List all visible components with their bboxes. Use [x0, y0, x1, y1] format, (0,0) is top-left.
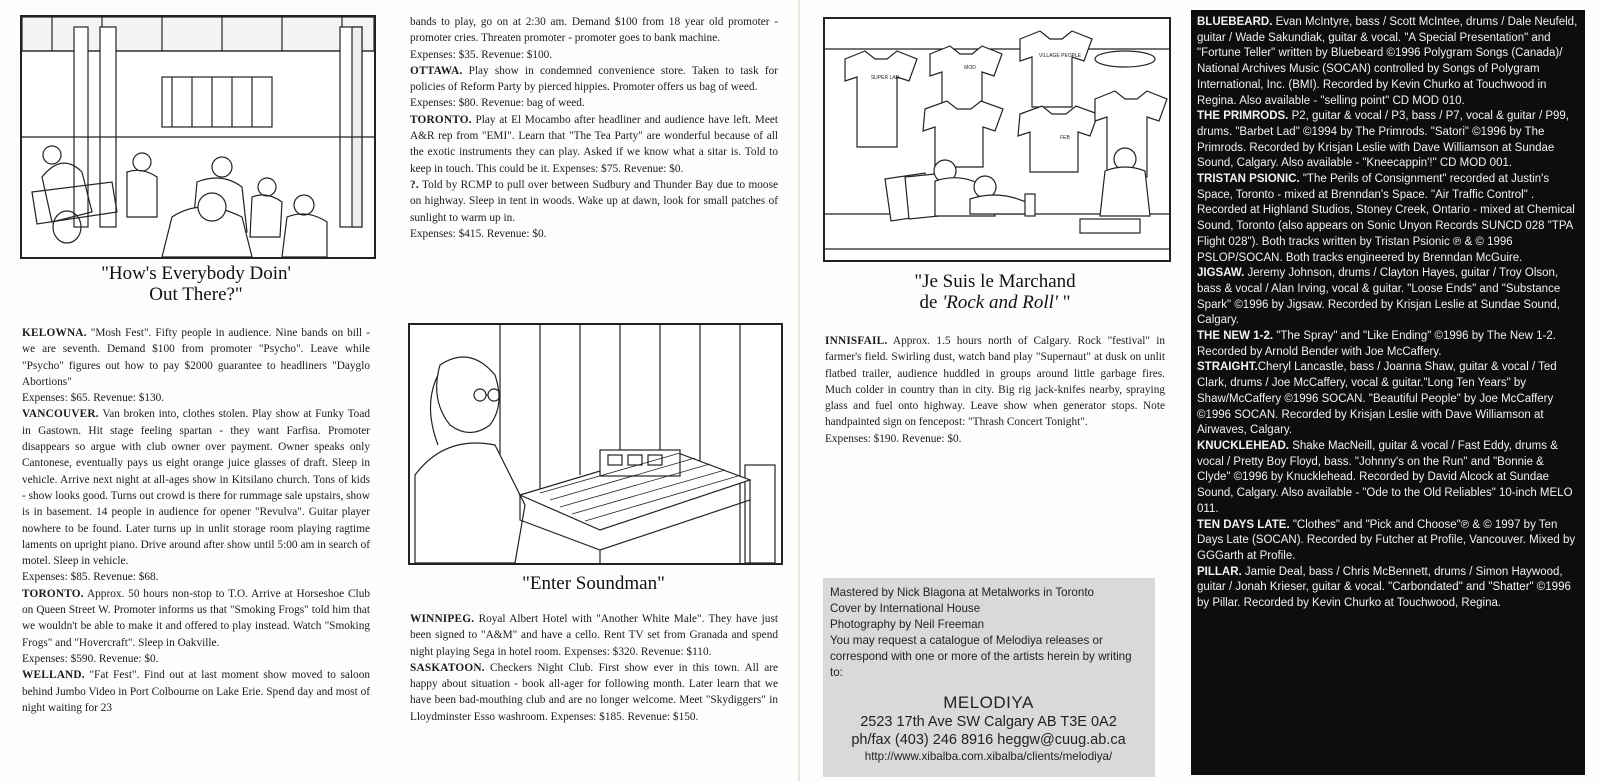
- entry-heading: THE NEW 1-2.: [1197, 330, 1274, 343]
- shirt-2-print: MOD: [964, 65, 976, 71]
- label-address: 2523 17th Ave SW Calgary AB T3E 0A2: [860, 714, 1117, 730]
- caption-3-line-1: "Je Suis le Marchand: [914, 271, 1076, 292]
- diary-entry: [1197, 266, 1579, 329]
- entry-text: Jeremy Johnson, drums / Clayton Hayes, guitar / Troy Olson, bass & vocal / Alan Irving, vocal & guitar. "Loose Ends" and "Substance Spark" ©1996 by Jigsaw. Recorded by Krisjan Leslie at Sundae Sound, Calgary.: [1197, 267, 1561, 327]
- entry-heading: PILLAR.: [1197, 565, 1242, 578]
- entry-heading: WINNIPEG.: [410, 613, 475, 625]
- entry-heading: JIGSAW.: [1197, 267, 1245, 280]
- caption-1-line-2: Out There?": [149, 284, 243, 305]
- entry-text: Van broken into, clothes stolen. Play show at Funky Toad in Gastown. Hit stage feeling spartan - they want Farfisa. Promoter disappears so argue with club owner over payment. Owner speaks only Cantonese, eventually pays us eight orange juice glasses of draft. Sleep in vehicle. Arrive next night at all-ages show in Kitsilano church. Tons of kids - show looks good. Turns out crowd is there for rummage sale upstairs, show is in basement. 14 people in audience for opener "Revulva". Guitar player nowhere to be found. Later turns up in unlit storage room playing ragtime laments on upright piano. Drive around after show until 5:00 am in search of motel. Sleep in vehicle.: [22, 408, 370, 568]
- entry-text: "The Spray" and "Like Ending" ©1996 by The New 1-2. Recorded by Arnold Bender with Joe McCaffery.: [1197, 330, 1556, 358]
- diary-entry: [410, 63, 778, 112]
- diary-entry: [1197, 565, 1579, 612]
- entry-text: Approx. 50 hours non-stop to T.O. Arrive at Horseshoe Club on Queen Street W. Promoter informs us that "Smoking Frogs" told him that we wouldn't be able to make it and offered to play instead. Watch "Smoking Frogs" and "Hovercraft". Sleep in Oakville.: [22, 587, 370, 649]
- shirt-1-print: SUPER LAD: [870, 75, 900, 81]
- diary-entry: [1197, 360, 1579, 439]
- entry-heading: THE PRIMRODS.: [1197, 110, 1289, 123]
- diary-entry: [410, 112, 778, 177]
- entry-heading: OTTAWA.: [410, 64, 463, 77]
- entry-text: P2, guitar & vocal / P3, bass / P7, vocal & guitar / P99, drums. "Barbet Lad" ©1994 by The Primrods. "Satori" ©1996 by The Primrods. Recorded by Krisjan Leslie with Dave Williamson at Sundae Sound, Calgary. Also available - "Kneecappin'!" CD MOD 001.: [1197, 110, 1569, 170]
- entry-heading: WELLAND.: [22, 669, 85, 682]
- caption-je-suis: [823, 271, 1167, 313]
- caption-enter-soundman: "Enter Soundman": [522, 573, 665, 594]
- merch-table-drawing: [825, 19, 1169, 260]
- entry-text: Evan McIntyre, bass / Scott McIntee, drums / Dale Neufeld, guitar / Wade Sakundiak, guitar & vocal. "A Special Presentation" and "Fortune Teller" written by Bluebeard ©1996 Polygram Songs (Canada)/ National Archives Music (SOCAN) controlled by Songs of Polygram International, Inc. (BMI). Recorded by Kevin Churko at Touchwood in Regina. Also available - "selling point" CD MOD 010.: [1197, 16, 1578, 107]
- entry-heading: INNISFAIL.: [825, 335, 888, 347]
- soundman-drawing: [410, 325, 781, 563]
- diary-entry: [1197, 172, 1579, 266]
- entry-expenses: Expenses: $80. Revenue: bag of weed.: [410, 97, 585, 110]
- caption-how-is-everybody: [20, 263, 372, 305]
- entry-heading: KELOWNA.: [22, 327, 87, 339]
- entry-text: Play show in condemned convenience store. Taken to task for policies of Reform Party by pierced hippies. Promoter offers us bag of weed.: [410, 64, 778, 94]
- band-credits-panel: [1191, 10, 1585, 775]
- diary-entry: [825, 333, 1165, 447]
- band-credits-list: [1197, 15, 1579, 612]
- illustration-soundman: [408, 323, 783, 565]
- credit-cover: Cover by International House: [830, 602, 981, 615]
- diary-entry: [22, 586, 370, 667]
- diary-entry: [410, 611, 778, 660]
- shirt-4-print: FEB: [1060, 135, 1070, 141]
- diary-entry: [410, 14, 778, 63]
- caption-3-post: ": [1057, 292, 1071, 313]
- entry-heading: KNUCKLEHEAD.: [1197, 439, 1289, 452]
- diary-entry: [22, 667, 370, 716]
- entry-expenses: Expenses: $415. Revenue: $0.: [410, 227, 547, 240]
- entry-heading: TRISTAN PSIONIC.: [1197, 173, 1300, 186]
- entry-text: Checkers Night Club. First show ever in this town. All are happy about situation - book all-ager for following month. Later learn that we have been bad-mouthing club and are no longer welcome. Meet "Skydiggers" in Lloydminster Esso washroom. Expenses: $185. Revenue: $150.: [410, 661, 778, 723]
- tour-diary-column-3: [825, 333, 1165, 447]
- diary-entry: [22, 325, 370, 406]
- credits-box: [823, 578, 1155, 777]
- diary-entry: [1197, 109, 1579, 172]
- entry-text: "Mosh Fest". Fifty people in audience. Nine bands on bill - we are seventh. Demand $100 from promoter "Psycho". Leave while "Psycho" figures out how to pay $2000 guarantee to headliners "Dayglo Abortions": [22, 327, 370, 388]
- center-fold: [798, 0, 800, 781]
- entry-heading: SASKATOON.: [410, 661, 485, 674]
- entry-expenses: Expenses: $590. Revenue: $0.: [22, 652, 159, 665]
- entry-text: Cheryl Lancastle, bass / Joanna Shaw, guitar & vocal / Ted Clark, drums / Joe McCaffery, vocal & guitar."Long Ten Years" by Shaw/McCaffery ©1996 SOCAN. "Beautiful People" by Joe McCaffery ©1996 SOCAN. Recorded by Krisjan Leslie with Dave Williamson at Airwaves, Calgary.: [1197, 361, 1557, 437]
- entry-text: "Fat Fest". Find out at last moment show moved to saloon behind Jumbo Video in Port Colbourne on Lake Erie. Spend day and most of night waiting for 23: [22, 669, 370, 714]
- diary-entry: [410, 177, 778, 242]
- entry-text: Told by RCMP to pull over between Sudbury and Thunder Bay due to moose on highway. Sleep in tent in woods. Wake up at dawn, look for small patches of sunlight to warm up in.: [410, 178, 778, 224]
- diary-entry: [22, 406, 370, 585]
- diary-entry: [1197, 518, 1579, 565]
- entry-heading: BLUEBEARD.: [1197, 16, 1273, 28]
- caption-1-line-1: "How's Everybody Doin': [101, 263, 291, 284]
- entry-heading: VANCOUVER.: [22, 408, 99, 421]
- entry-text: "The Perils of Consignment" recorded at Justin's Space, Toronto - mixed at Brenndan's Space. "Air Traffic Control" . Recorded at Highland Studios, Stoney Creek, Ontario - mixed at Chemical Sound, Toronto (also appears on Sonic Unyon Records SUNCD 028 "TPA Flight 028"). Both tracks written by Tristan Psionic ℗ & © 1996 PSLOP/SOCAN. Both tracks engineered by Brenndan McGuire.: [1197, 173, 1575, 264]
- credit-photography: Photography by Neil Freeman: [830, 618, 985, 631]
- entry-heading: ?.: [410, 178, 419, 191]
- caption-3-italic: 'Rock and Roll': [942, 292, 1058, 313]
- entry-text: "Clothes" and "Pick and Choose"℗ & © 1997 by Ten Days Late (SOCAN). Recorded by Futcher at Profile, Vancouver. Mixed by GGGarth at Profile.: [1197, 518, 1576, 562]
- shirt-3-print: VILLAGE PEOPLE: [1038, 53, 1082, 59]
- entry-text: Approx. 1.5 hours north of Calgary. Rock "festival" in farmer's field. Swirling dust, watch band play "Supernaut" at dusk on unlit flatbed trailer, audience huddled in groups around little garbage fires. Much colder in country than in city. Big rig jack-knifes nearby, spraying glass and fuel onto highway. Leave show when generator stops. Note handpainted sign on fencepost: "Thrash Concert Tonight".: [825, 335, 1165, 429]
- label-phone-email: ph/fax (403) 246 8916 heggw@cuug.ab.ca: [851, 732, 1126, 748]
- caption-3-pre: de: [919, 292, 943, 313]
- entry-text: Shake MacNeill, guitar & vocal / Fast Eddy, drums & vocal / Pretty Boy Floyd, bass. "Johnny's on the Run" and "Bonnie & Clyde" ©1996 by Knucklehead. Recorded by David Alcock at Sundae Sound, Calgary. Also available - "Ode to the Old Reliables" 10-inch MELO 011.: [1197, 439, 1573, 515]
- illustration-merch-table: [823, 17, 1171, 262]
- entry-heading: TORONTO.: [410, 113, 472, 126]
- entry-expenses: Expenses: $65. Revenue: $130.: [22, 392, 165, 405]
- tour-diary-column-2-bottom: [410, 611, 778, 725]
- entry-heading: TEN DAYS LATE.: [1197, 518, 1290, 531]
- diary-entry: [1197, 15, 1579, 109]
- tour-diary-column-2-top: [410, 14, 778, 242]
- diary-entry: [410, 660, 778, 725]
- entry-text: Royal Albert Hotel with "Another White Male". They have just been signed to "A&M" and have a cello. Rent TV set from Granada and spend night playing Sega in hotel room. Expenses: $320. Revenue: $110.: [410, 613, 778, 658]
- illustration-airport-lounge: [20, 15, 376, 259]
- credit-mastering: Mastered by Nick Blagona at Metalworks in Toronto: [830, 586, 1094, 599]
- entry-text: bands to play, go on at 2:30 am. Demand $100 from 18 year old promoter - promoter cries. Threaten promoter - promoter goes to bank machine.: [410, 16, 778, 45]
- entry-text: Play at El Mocambo after headliner and audience have left. Meet A&R rep from "EMI". Learn that "The Tea Party" are wonderful because of all the exotic instruments they can play. Asked if we know what a sitar is. Told to keep in touch. This could be it. Expenses: $75. Revenue: $0.: [410, 113, 778, 175]
- label-name: MELODIYA: [943, 693, 1034, 712]
- airport-lounge-drawing: [22, 17, 374, 257]
- tour-diary-column-1: [22, 325, 370, 716]
- entry-heading: TORONTO.: [22, 587, 84, 600]
- entry-expenses: Expenses: $85. Revenue: $68.: [22, 571, 159, 584]
- credits-text: [823, 578, 1155, 765]
- diary-entry: [1197, 439, 1579, 518]
- diary-entry: [1197, 329, 1579, 360]
- entry-expenses: Expenses: $190. Revenue: $0.: [825, 432, 962, 445]
- entry-expenses: Expenses: $35. Revenue: $100.: [410, 48, 553, 61]
- entry-text: Jamie Deal, bass / Chris McBennett, drums / Simon Haywood, guitar / Jonah Krieser, guitar & vocal. "Carbondated" and "Shatter" ©1996 by Pillar. Recorded by Kevin Churko at Touchwood, Regina.: [1197, 565, 1571, 610]
- credit-catalogue-note: You may request a catalogue of Melodiya releases or correspond with one or more of the artists herein by writing to:: [830, 634, 1132, 679]
- label-website: http://www.xibalba.com.xibalba/clients/melodiya/: [864, 750, 1113, 763]
- entry-heading: STRAIGHT.: [1197, 361, 1258, 374]
- caption-3-line-2: [823, 292, 1167, 313]
